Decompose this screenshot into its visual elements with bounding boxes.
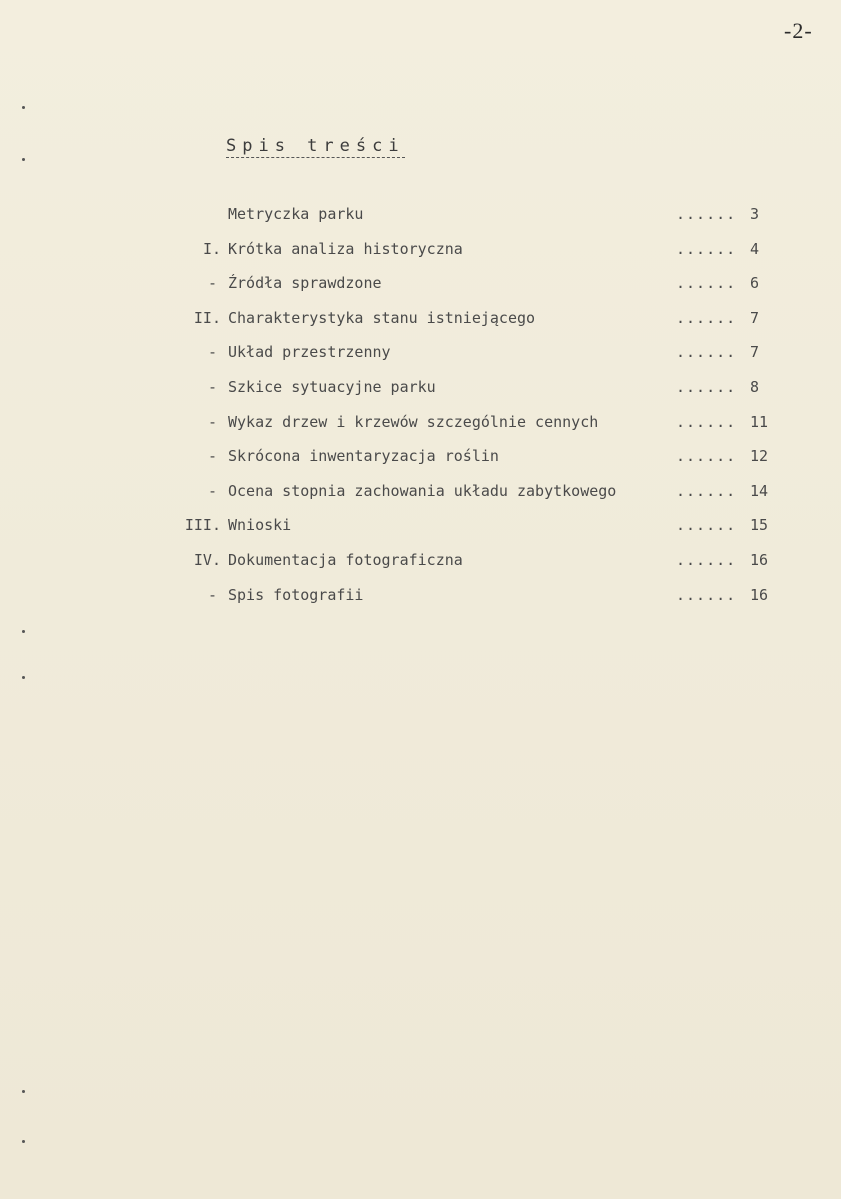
toc-numeral: II. [193,309,221,327]
toc-entry [0,447,841,469]
toc-label: Szkice sytuacyjne parku [228,378,436,396]
margin-mark [22,1090,25,1093]
margin-mark [22,106,25,109]
toc-entry [0,586,841,608]
toc-label: Skrócona inwentaryzacja roślin [228,447,499,465]
toc-numeral: I. [202,240,221,258]
toc-label: Krótka analiza historyczna [228,240,463,258]
toc-leader-dots: ...... [676,447,737,465]
toc-label: Wykaz drzew i krzewów szczególnie cennych [228,413,599,431]
toc-entry [0,343,841,365]
toc-numeral: IV. [193,551,221,569]
toc-entry [0,274,841,296]
toc-dash: - [208,274,218,292]
toc-entry [0,240,841,262]
toc-page-number: 3 [750,205,760,223]
toc-leader-dots: ...... [676,482,737,500]
toc-leader-dots: ...... [676,413,737,431]
toc-entry [0,378,841,400]
toc-numeral: III. [184,516,221,534]
toc-page-number: 4 [750,240,760,258]
toc-dash: - [208,413,218,431]
toc-dash: - [208,447,218,465]
toc-page-number: 12 [750,447,769,465]
toc-leader-dots: ...... [676,274,737,292]
toc-page-number: 7 [750,309,760,327]
toc-entry [0,205,841,227]
toc-page-number: 16 [750,586,769,604]
toc-entry [0,413,841,435]
toc-leader-dots: ...... [676,205,737,223]
toc-dash: - [208,586,218,604]
toc-leader-dots: ...... [676,309,737,327]
toc-page-number: 16 [750,551,769,569]
toc-page-number: 11 [750,413,769,431]
toc-page-number: 15 [750,516,769,534]
toc-entry [0,309,841,331]
toc-entry [0,516,841,538]
toc-page-number: 6 [750,274,760,292]
toc-entry [0,551,841,573]
toc-label: Źródła sprawdzone [228,274,382,292]
toc-dash: - [208,378,218,396]
toc-page-number: 7 [750,343,760,361]
toc-label: Metryczka parku [228,205,364,223]
margin-mark [22,630,25,633]
toc-dash: - [208,343,218,361]
toc-label: Układ przestrzenny [228,343,391,361]
toc-entry [0,482,841,504]
toc-dash: - [208,482,218,500]
margin-mark [22,158,25,161]
toc-leader-dots: ...... [676,240,737,258]
toc-leader-dots: ...... [676,343,737,361]
toc-page-number: 8 [750,378,760,396]
toc-label: Charakterystyka stanu istniejącego [228,309,536,327]
page-title: Spis treści [226,136,405,156]
toc-label: Dokumentacja fotograficzna [228,551,463,569]
toc-leader-dots: ...... [676,551,737,569]
toc-label: Ocena stopnia zachowania układu zabytkowego [228,482,617,500]
margin-mark [22,1140,25,1143]
toc-leader-dots: ...... [676,586,737,604]
toc-leader-dots: ...... [676,378,737,396]
toc-label: Wnioski [228,516,292,534]
margin-mark [22,676,25,679]
toc-page-number: 14 [750,482,769,500]
toc-label: Spis fotografii [228,586,364,604]
toc-leader-dots: ...... [676,516,737,534]
page-number: -2- [784,18,813,43]
